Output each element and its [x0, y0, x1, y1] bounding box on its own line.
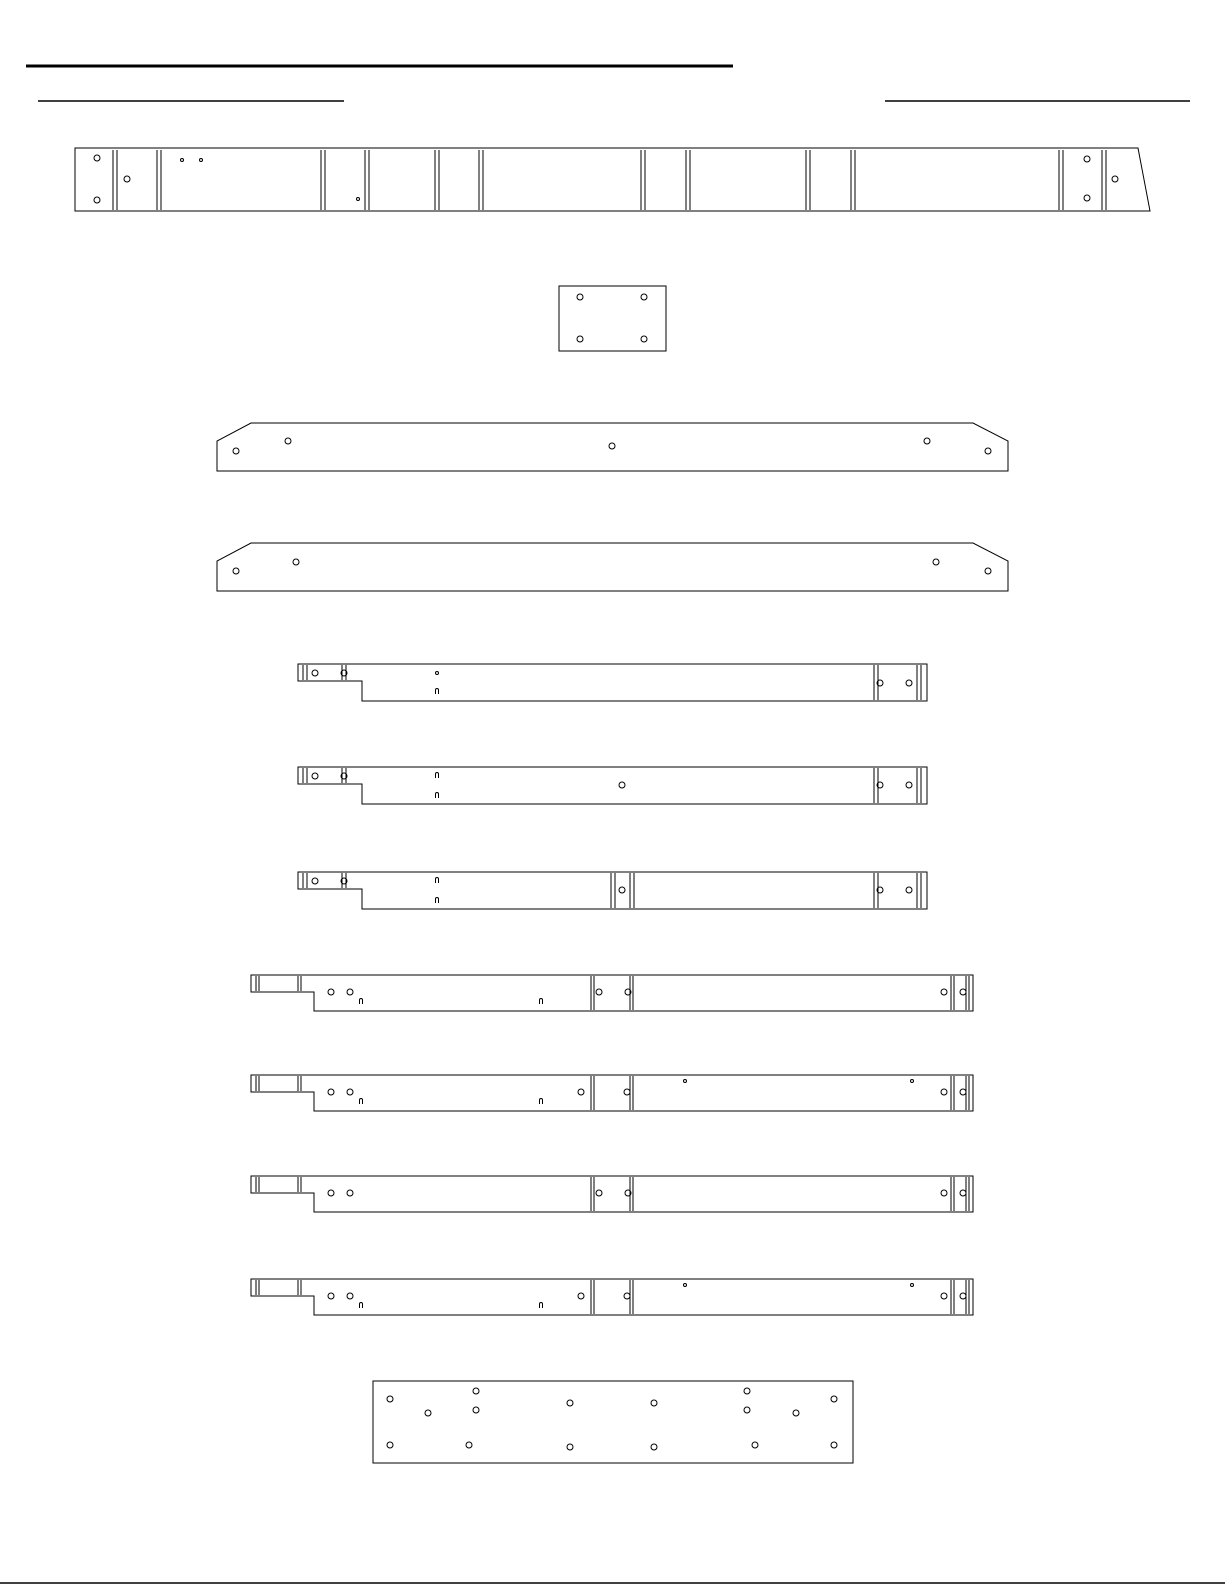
hole: [619, 782, 625, 788]
hole: [596, 1190, 602, 1196]
hole: [744, 1407, 750, 1413]
hole: [960, 1089, 966, 1095]
hole: [347, 989, 353, 995]
part-outline: [298, 767, 927, 804]
hole: [328, 989, 334, 995]
hole: [578, 1089, 584, 1095]
hole: [387, 1396, 393, 1402]
hole: [577, 294, 583, 300]
hole: [1084, 156, 1090, 162]
part-3: [217, 423, 1008, 471]
hole: [181, 159, 184, 162]
part-outline: [75, 148, 1150, 211]
hole: [960, 1190, 966, 1196]
hole: [328, 1293, 334, 1299]
part-6: [298, 767, 927, 804]
hole: [1112, 176, 1118, 182]
hole: [312, 773, 318, 779]
hole: [911, 1080, 914, 1083]
slot: [360, 1303, 363, 1309]
hole: [347, 1089, 353, 1095]
hole: [233, 568, 239, 574]
hole: [651, 1400, 657, 1406]
part-7: [298, 872, 927, 909]
part-outline: [298, 664, 927, 701]
hole: [312, 878, 318, 884]
hole: [328, 1190, 334, 1196]
hole: [609, 443, 615, 449]
hole: [641, 336, 647, 342]
hole: [906, 782, 912, 788]
part-outline: [251, 1176, 973, 1212]
hole: [473, 1388, 479, 1394]
slot: [540, 1099, 543, 1105]
hole: [312, 670, 318, 676]
slot: [540, 1303, 543, 1309]
slot: [360, 1099, 363, 1105]
part-5: [298, 664, 927, 701]
part-outline: [251, 1279, 973, 1315]
hole: [985, 448, 991, 454]
slot: [360, 999, 363, 1005]
part-4: [217, 543, 1008, 591]
hole: [941, 989, 947, 995]
hole: [684, 1080, 687, 1083]
hole: [577, 336, 583, 342]
part-outline: [217, 543, 1008, 591]
hole: [436, 672, 439, 675]
part-outline: [559, 286, 666, 351]
hole: [357, 198, 360, 201]
hole: [425, 1410, 431, 1416]
hole: [285, 438, 291, 444]
hole: [466, 1442, 472, 1448]
part-outline: [298, 872, 927, 909]
hole: [941, 1190, 947, 1196]
slot: [436, 689, 439, 695]
slot: [436, 773, 439, 779]
hole: [328, 1089, 334, 1095]
hole: [347, 1190, 353, 1196]
hole: [293, 559, 299, 565]
part-11: [251, 1279, 973, 1315]
part-8: [251, 975, 973, 1011]
hole: [347, 1293, 353, 1299]
hole: [793, 1410, 799, 1416]
hole: [596, 989, 602, 995]
slot: [436, 878, 439, 884]
part-outline: [251, 975, 973, 1011]
slot: [436, 793, 439, 798]
hole: [567, 1400, 573, 1406]
part-10: [251, 1176, 973, 1212]
part-9: [251, 1075, 973, 1111]
hole: [744, 1388, 750, 1394]
hole: [831, 1442, 837, 1448]
hole: [624, 1293, 630, 1299]
slot: [436, 898, 439, 903]
hole: [941, 1089, 947, 1095]
hole: [831, 1396, 837, 1402]
hole: [124, 176, 130, 182]
hole: [960, 989, 966, 995]
hole: [567, 1444, 573, 1450]
hole: [1084, 195, 1090, 201]
hole: [578, 1293, 584, 1299]
part-2: [559, 286, 666, 351]
hole: [906, 887, 912, 893]
part-1: [75, 148, 1150, 211]
hole: [933, 559, 939, 565]
hole: [387, 1442, 393, 1448]
part-outline: [373, 1381, 853, 1463]
hole: [752, 1442, 758, 1448]
hole: [641, 294, 647, 300]
hole: [960, 1293, 966, 1299]
part-outline: [217, 423, 1008, 471]
slot: [540, 999, 543, 1005]
hole: [619, 887, 625, 893]
hole: [911, 1284, 914, 1287]
hole: [906, 680, 912, 686]
part-outline: [251, 1075, 973, 1111]
hole: [924, 438, 930, 444]
hole: [651, 1444, 657, 1450]
hole: [985, 568, 991, 574]
part-12: [373, 1381, 853, 1463]
hole: [473, 1407, 479, 1413]
hole: [94, 155, 100, 161]
hole: [233, 448, 239, 454]
hole: [94, 197, 100, 203]
hole: [941, 1293, 947, 1299]
hole: [684, 1284, 687, 1287]
hole: [200, 159, 203, 162]
hole: [624, 1089, 630, 1095]
